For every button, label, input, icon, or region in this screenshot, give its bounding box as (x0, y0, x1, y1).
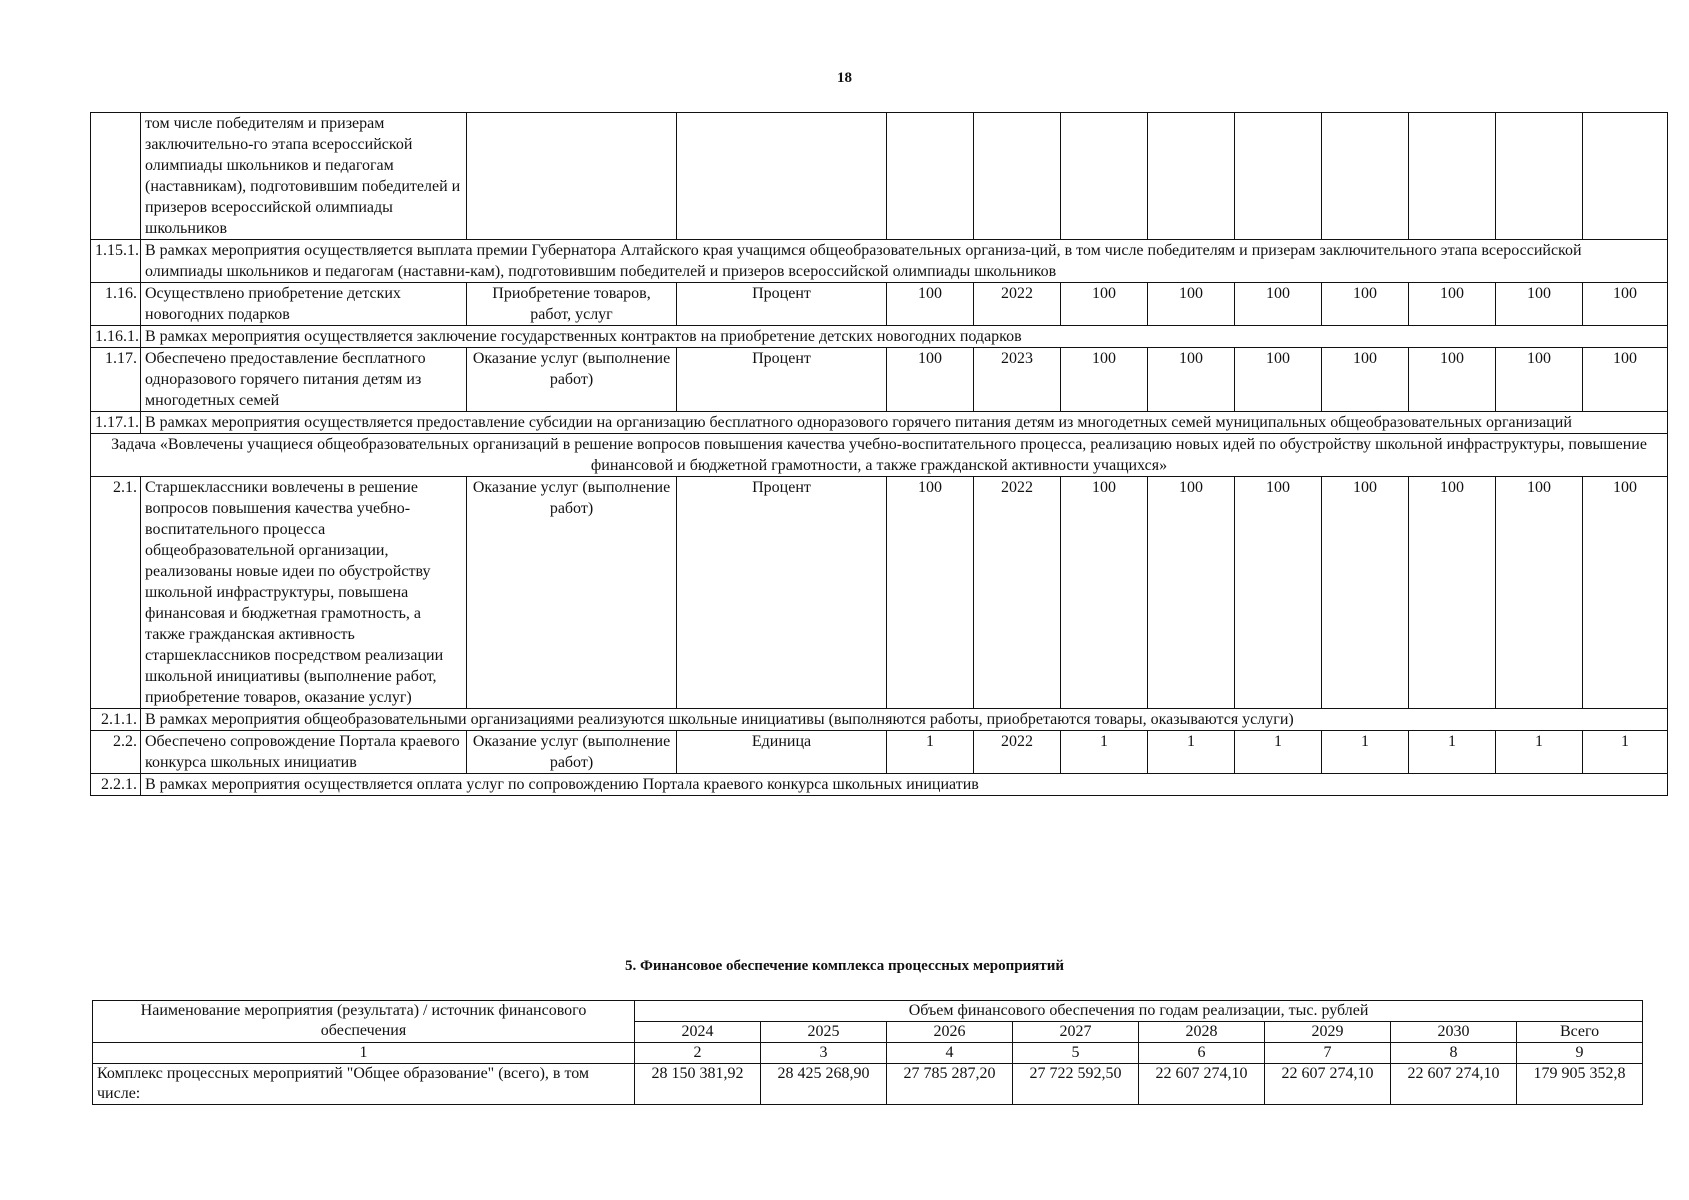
year-header: 2030 (1391, 1022, 1517, 1043)
target-value (1496, 113, 1583, 240)
amount-cell: 27 785 287,20 (887, 1064, 1013, 1105)
target-value: 100 (1148, 477, 1235, 709)
target-value: 1 (1148, 731, 1235, 774)
base-year: 2022 (974, 477, 1061, 709)
amount-cell: 22 607 274,10 (1265, 1064, 1391, 1105)
target-value (1235, 113, 1322, 240)
result-name: Старшеклассники вовлечены в решение вопросов повышения качества учебно-воспитательного процесса общеобразовательной организации, реализованы новые идеи по обустройству школьной инфраструктуры, повышена финансовая и бюджетная грамотность, а также гражданская активность старшеклассников посредством реализации школьной инициативы (выполнение работ, приобретение товаров, оказание услуг) (141, 477, 467, 709)
base-value: 100 (887, 477, 974, 709)
amount-cell: 28 150 381,92 (635, 1064, 761, 1105)
target-value: 100 (1496, 348, 1583, 412)
target-value: 100 (1322, 348, 1409, 412)
task-row (91, 434, 1668, 477)
target-value: 1 (1322, 731, 1409, 774)
financing-table (92, 1000, 1643, 1105)
column-number: 6 (1139, 1043, 1265, 1064)
activity-description-row (91, 412, 1668, 434)
target-value: 100 (1583, 477, 1668, 709)
activity-description-row (91, 774, 1668, 796)
result-row (91, 348, 1668, 412)
year-header: 2029 (1265, 1022, 1391, 1043)
amount-cell: 27 722 592,50 (1013, 1064, 1139, 1105)
base-value: 100 (887, 283, 974, 326)
target-value: 100 (1583, 283, 1668, 326)
column-number: 7 (1265, 1043, 1391, 1064)
row-number: 2.1.1. (91, 709, 141, 731)
column-number: 9 (1517, 1043, 1643, 1064)
amount-cell: 22 607 274,10 (1391, 1064, 1517, 1105)
target-value (1409, 113, 1496, 240)
section-title: 5. Финансовое обеспечение комплекса процессных мероприятий (625, 958, 1064, 974)
target-value: 100 (1583, 348, 1668, 412)
unit: Процент (677, 477, 887, 709)
row-number: 1.17.1. (91, 412, 141, 434)
unit: Процент (677, 348, 887, 412)
base-year: 2023 (974, 348, 1061, 412)
page-number: 18 (837, 70, 852, 86)
activity-description: В рамках мероприятия осуществляется заключение государственных контрактов на приобретение детских новогодних подарков (141, 326, 1668, 348)
target-value: 100 (1409, 283, 1496, 326)
column-number: 2 (635, 1043, 761, 1064)
column-numbers-row (93, 1043, 1643, 1064)
unit (677, 113, 887, 240)
base-year (974, 113, 1061, 240)
activity-description-row (91, 326, 1668, 348)
target-value: 1 (1061, 731, 1148, 774)
target-value (1148, 113, 1235, 240)
unit: Единица (677, 731, 887, 774)
activity-description-row (91, 709, 1668, 731)
target-value: 100 (1235, 348, 1322, 412)
target-value: 100 (1148, 348, 1235, 412)
unit: Процент (677, 283, 887, 326)
base-year: 2022 (974, 283, 1061, 326)
base-value (887, 113, 974, 240)
complex-total-row (93, 1064, 1643, 1105)
result-type (467, 113, 677, 240)
column-number: 4 (887, 1043, 1013, 1064)
year-header: 2024 (635, 1022, 761, 1043)
row-number: 1.15.1. (91, 240, 141, 283)
result-type: Оказание услуг (выполнение работ) (467, 477, 677, 709)
base-value: 100 (887, 348, 974, 412)
activity-description: В рамках мероприятия общеобразовательными организациями реализуются школьные инициативы (выполняются работы, приобретаются товары, оказываются услуги) (141, 709, 1668, 731)
results-table (90, 112, 1668, 796)
complex-name-cell: Комплекс процессных мероприятий "Общее образование" (всего), в том числе: (93, 1064, 635, 1105)
column-number: 1 (93, 1043, 635, 1064)
column-number: 3 (761, 1043, 887, 1064)
target-value: 100 (1409, 477, 1496, 709)
activity-description: В рамках мероприятия осуществляется выплата премии Губернатора Алтайского края учащимся общеобразовательных организа-ций, в том числе победителям и призерам заключительного этапа всероссийской олимпиады школьников и педагогам (наставни-кам), подготовившим победителей и призеров всероссийской олимпиады школьников (141, 240, 1668, 283)
row-number: 1.17. (91, 348, 141, 412)
result-type: Оказание услуг (выполнение работ) (467, 731, 677, 774)
volume-header: Объем финансового обеспечения по годам реализации, тыс. рублей (635, 1001, 1643, 1022)
result-name: том числе победителям и призерам заключительно-го этапа всероссийской олимпиады школьников и педагогам (наставникам), подготовившим победителей и призеров всероссийской олимпиады школьников (141, 113, 467, 240)
result-name: Обеспечено сопровождение Портала краевого конкурса школьных инициатив (141, 731, 467, 774)
column-number: 5 (1013, 1043, 1139, 1064)
target-value: 100 (1235, 283, 1322, 326)
target-value: 100 (1496, 477, 1583, 709)
amount-cell: 22 607 274,10 (1139, 1064, 1265, 1105)
row-number: 1.16. (91, 283, 141, 326)
target-value: 1 (1583, 731, 1668, 774)
target-value: 100 (1061, 283, 1148, 326)
year-header: 2025 (761, 1022, 887, 1043)
amount-cell: 179 905 352,8 (1517, 1064, 1643, 1105)
target-value: 100 (1322, 477, 1409, 709)
result-row (91, 113, 1668, 240)
activity-description: В рамках мероприятия осуществляется оплата услуг по сопровождению Портала краевого конкурса школьных инициатив (141, 774, 1668, 796)
name-header: Наименование мероприятия (результата) / источник финансового обеспечения (93, 1001, 635, 1043)
column-number: 8 (1391, 1043, 1517, 1064)
target-value: 1 (1496, 731, 1583, 774)
year-header: 2028 (1139, 1022, 1265, 1043)
result-name: Осуществлено приобретение детских новогодних подарков (141, 283, 467, 326)
target-value: 100 (1235, 477, 1322, 709)
base-value: 1 (887, 731, 974, 774)
year-header: 2026 (887, 1022, 1013, 1043)
activity-description-row (91, 240, 1668, 283)
target-value: 100 (1409, 348, 1496, 412)
activity-description: В рамках мероприятия осуществляется предоставление субсидии на организацию бесплатного одноразового горячего питания детям из многодетных семей муниципальных общеобразовательных организаций (141, 412, 1668, 434)
row-number: 2.2.1. (91, 774, 141, 796)
row-number (91, 113, 141, 240)
row-number: 2.1. (91, 477, 141, 709)
target-value: 100 (1322, 283, 1409, 326)
amount-cell: 28 425 268,90 (761, 1064, 887, 1105)
financing-header-row (93, 1001, 1643, 1022)
result-name: Обеспечено предоставление бесплатного одноразового горячего питания детям из многодетных семей (141, 348, 467, 412)
result-type: Оказание услуг (выполнение работ) (467, 348, 677, 412)
row-number: 1.16.1. (91, 326, 141, 348)
target-value: 1 (1409, 731, 1496, 774)
row-number: 2.2. (91, 731, 141, 774)
year-header: Всего (1517, 1022, 1643, 1043)
target-value: 100 (1061, 477, 1148, 709)
result-row (91, 283, 1668, 326)
target-value (1061, 113, 1148, 240)
year-header: 2027 (1013, 1022, 1139, 1043)
task-text: Задача «Вовлечены учащиеся общеобразовательных организаций в решение вопросов повышения качества учебно-воспитательного процесса, реализацию новых идей по обустройству школьной инфраструктуры, повышение финансовой и бюджетной грамотности, а также гражданской активности учащихся» (91, 434, 1668, 477)
result-row (91, 477, 1668, 709)
base-year: 2022 (974, 731, 1061, 774)
result-type: Приобретение товаров, работ, услуг (467, 283, 677, 326)
target-value: 100 (1148, 283, 1235, 326)
target-value: 100 (1496, 283, 1583, 326)
target-value (1322, 113, 1409, 240)
result-row (91, 731, 1668, 774)
target-value: 100 (1061, 348, 1148, 412)
target-value: 1 (1235, 731, 1322, 774)
target-value (1583, 113, 1668, 240)
